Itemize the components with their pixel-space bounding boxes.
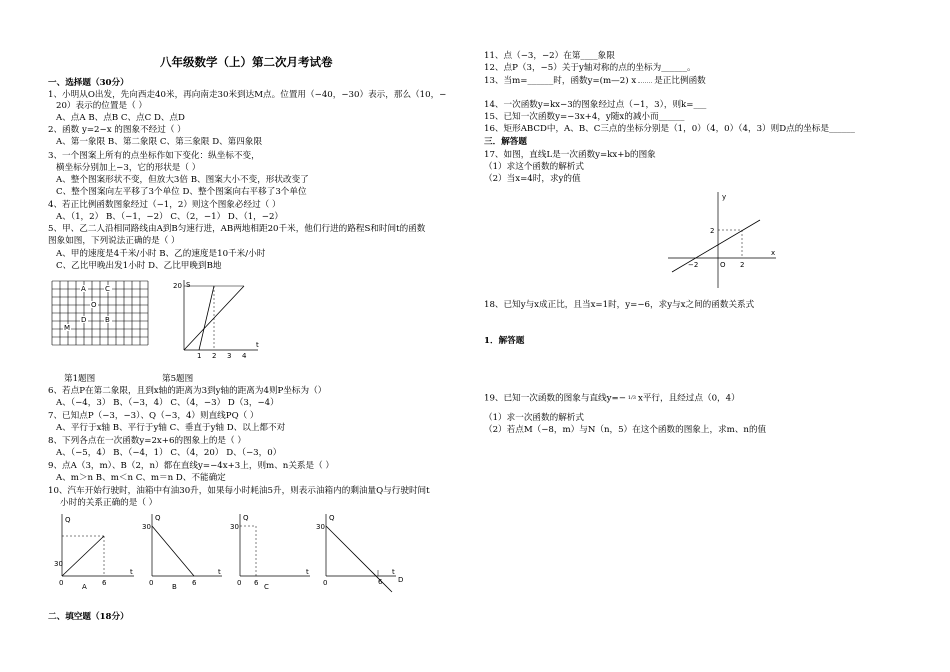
q8-stem: 8、下列各点在一次函数y=2x+6的图象上的是（ ） xyxy=(48,436,246,446)
grid-label-c: C xyxy=(105,285,110,293)
g10b-6: 6 xyxy=(192,579,197,587)
q7-stem: 7、已知点P（−3，−3）、Q（−3，4）则直线PQ（ ） xyxy=(48,411,259,421)
q14: 14、一次函数y=kx−3的图象经过点（−1，3），则k=___ xyxy=(484,100,707,110)
q3-options-ab: A、整个图案形状不变，但放大3倍 B、图案大小不变，形状改变了 xyxy=(56,175,309,185)
g10a-label: A xyxy=(82,583,87,591)
q1-options: A、点A B、点B C、点C D、点D xyxy=(56,113,185,123)
q17-graph xyxy=(668,190,778,290)
q4-options: A、（1，2） B、（−1，−2） C、（2，−1） D、（1，−2） xyxy=(56,212,284,222)
g10b-t: t xyxy=(218,568,221,576)
g10c-t: t xyxy=(306,568,309,576)
section-choice-heading: 一、选择题（30分） xyxy=(48,78,129,88)
q1-line1: 1、小明从O出发，先向西走40米，再向南走30米到达M点。位置用（−40，−30）表示，那么（10，− xyxy=(48,90,447,100)
q6-options: A、（−4，3） B、（−3，4） C、（4，−3） D（3，−4） xyxy=(56,398,279,408)
q13 xyxy=(484,76,706,86)
q18: 18、已知y与x成正比，且当x=1时，y=−6，求y与x之间的函数关系式 xyxy=(484,300,755,310)
q10-graph-d xyxy=(316,512,408,590)
g10a-0: 0 xyxy=(59,579,64,587)
q11: 11、点（−3，−2）在第____象限 xyxy=(484,51,615,61)
q1-grid-figure xyxy=(52,281,154,347)
q10-line1: 10、汽车开始行驶时，油箱中有油30升，如果每小时耗油5升，则表示油箱内的剩油量Q与行驶时间t xyxy=(48,486,430,496)
q5-x3: 3 xyxy=(227,352,232,360)
q19-text: 19、已知一次函数的图象与直线y=− xyxy=(484,393,626,404)
q13-tail: 是正比例函数 xyxy=(654,76,706,86)
q19-stem xyxy=(484,393,740,404)
page-title: 八年级数学（上）第二次月考试卷 xyxy=(160,55,333,69)
q7-options: A、平行于x轴 B、平行于y轴 C、垂直于y轴 D、以上都不对 xyxy=(56,423,286,433)
q5-axis-t: t xyxy=(256,341,259,349)
g17-y: y xyxy=(722,193,727,201)
g17-o: O xyxy=(720,261,726,269)
q9-options: A、m＞n B、m＜n C、m＝n D、不能确定 xyxy=(56,473,226,483)
g10a-30: 30 xyxy=(54,560,63,568)
q2-options: A、第一象限 B、第二象限 C、第三象限 D、第四象限 xyxy=(56,137,263,147)
q10-graph-a xyxy=(54,512,138,590)
g10c-q: Q xyxy=(243,514,249,522)
g10b-label: B xyxy=(172,583,177,591)
q5-y20: 20 xyxy=(173,282,182,290)
q5-options-cd: C、乙比甲晚出发1小时 D、乙比甲晚到B地 xyxy=(56,261,222,271)
section-answer-heading: 三．解答题 xyxy=(484,137,527,147)
q3-line1: 3、一个图案上所有的点坐标作如下变化：纵坐标不变， xyxy=(48,151,260,161)
g10c-6: 6 xyxy=(254,579,259,587)
q5-options-ab: A、甲的速度是4千米/小时 B、乙的速度是10千米/小时 xyxy=(56,249,266,259)
g10c-30: 30 xyxy=(230,523,239,531)
caption-fig1: 第1题图 xyxy=(64,374,96,384)
grid-label-a: A xyxy=(81,285,86,293)
g17-x: x xyxy=(771,249,776,257)
q13-exponent-blank xyxy=(638,76,652,83)
q17-stem: 17、如图，直线L是一次函数y=kx+b的图象 xyxy=(484,150,656,160)
g10d-6: 6 xyxy=(378,578,383,586)
q3-options-cd: C、整个图案向左平移了3个单位 D、整个图案向右平移了3个单位 xyxy=(56,187,307,197)
g10d-t: t xyxy=(392,568,395,576)
q5-line2: 图象如图，下列说法正确的是（ ） xyxy=(48,236,180,246)
q10-line2: 小时的关系正确的是（ ） xyxy=(60,498,158,508)
g10d-q: Q xyxy=(329,514,335,522)
g10d-30: 30 xyxy=(316,523,325,531)
q1-line2: 20）表示的位置是（ ） xyxy=(56,101,148,111)
q9-stem: 9、点A（3，m）、B（2，n）都在直线y=−4x+3上，则m、n关系是（ ） xyxy=(48,461,335,471)
g10c-0: 0 xyxy=(237,579,242,587)
q5-axis-s: S xyxy=(186,281,191,289)
q12: 12、点P（3，−5）关于y轴对称的点的坐标为______。 xyxy=(484,63,696,73)
grid-label-b: B xyxy=(105,316,110,324)
q6-stem: 6、若点P在第二象限，且到x轴的距离为3到y轴的距离为4则P坐标为（） xyxy=(48,386,327,396)
q5-x1: 1 xyxy=(197,352,202,360)
g10b-0: 0 xyxy=(149,579,154,587)
caption-fig5: 第5题图 xyxy=(162,374,194,384)
section-answer2-heading: 1．解答题 xyxy=(484,336,525,346)
q2-stem: 2、函数 y=2−x 的图象不经过（ ） xyxy=(48,125,186,135)
g17-p2: 2 xyxy=(740,261,745,269)
g10d-0: 0 xyxy=(323,579,328,587)
g17-y2: 2 xyxy=(710,227,715,235)
q5-x2: 2 xyxy=(212,352,217,360)
q10-graph-c xyxy=(230,512,314,590)
q17-part1: （1）求这个函数的解析式 xyxy=(484,162,584,172)
q19-part1: （1）求一次函数的解析式 xyxy=(484,413,584,423)
q10-graph-b xyxy=(142,512,226,590)
grid-label-d: D xyxy=(81,316,87,324)
g10b-30: 30 xyxy=(142,523,151,531)
q19-tail: x平行，且经过点（0，4） xyxy=(637,393,740,404)
q8-options: A、（−5，4） B、（−4，1） C、（4，20） D、（−3，0） xyxy=(56,448,282,458)
q19-fraction: 1/3 xyxy=(627,395,636,401)
q16: 16、矩形ABCD中，A、B、C三点的坐标分别是（1，0）（4，0）（4，3）则D点的坐标是______ xyxy=(484,124,855,134)
grid-label-o: O xyxy=(91,301,97,309)
section-fill-heading: 二、填空题（18分） xyxy=(48,612,129,622)
q5-x4: 4 xyxy=(242,352,247,360)
q13-text: 13、当m=______时，函数y=(m—2) x xyxy=(484,76,637,86)
g10b-q: Q xyxy=(155,514,161,522)
g17-n2: −2 xyxy=(688,261,699,269)
g10c-label: C xyxy=(264,583,269,591)
q19-part2: （2）若点M（−8，m）与N（n，5）在这个函数的图象上，求m、n的值 xyxy=(484,425,767,435)
grid-label-m: M xyxy=(64,324,71,332)
q5-line1: 5、甲、乙二人沿相同路线由A到B匀速行进，AB两地相距20千米，他们行进的路程S和时间t的函数 xyxy=(48,224,426,234)
q4-stem: 4、若正比例函数图象经过（−1，2）则这个图象必经过（ ） xyxy=(48,200,281,210)
q17-part2: （2）当x=4时，求y的值 xyxy=(484,174,581,184)
q3-line2: 横坐标分别加上−3，它的形状是（ ） xyxy=(56,163,201,173)
g10a-6: 6 xyxy=(102,579,107,587)
g10d-label: D xyxy=(398,576,404,584)
g10a-q: Q xyxy=(65,516,71,524)
q5-graph-figure xyxy=(172,278,262,358)
q15: 15、已知一次函数y=−3x+4，y随x的减小而______ xyxy=(484,112,685,122)
g10a-t: t xyxy=(130,568,133,576)
